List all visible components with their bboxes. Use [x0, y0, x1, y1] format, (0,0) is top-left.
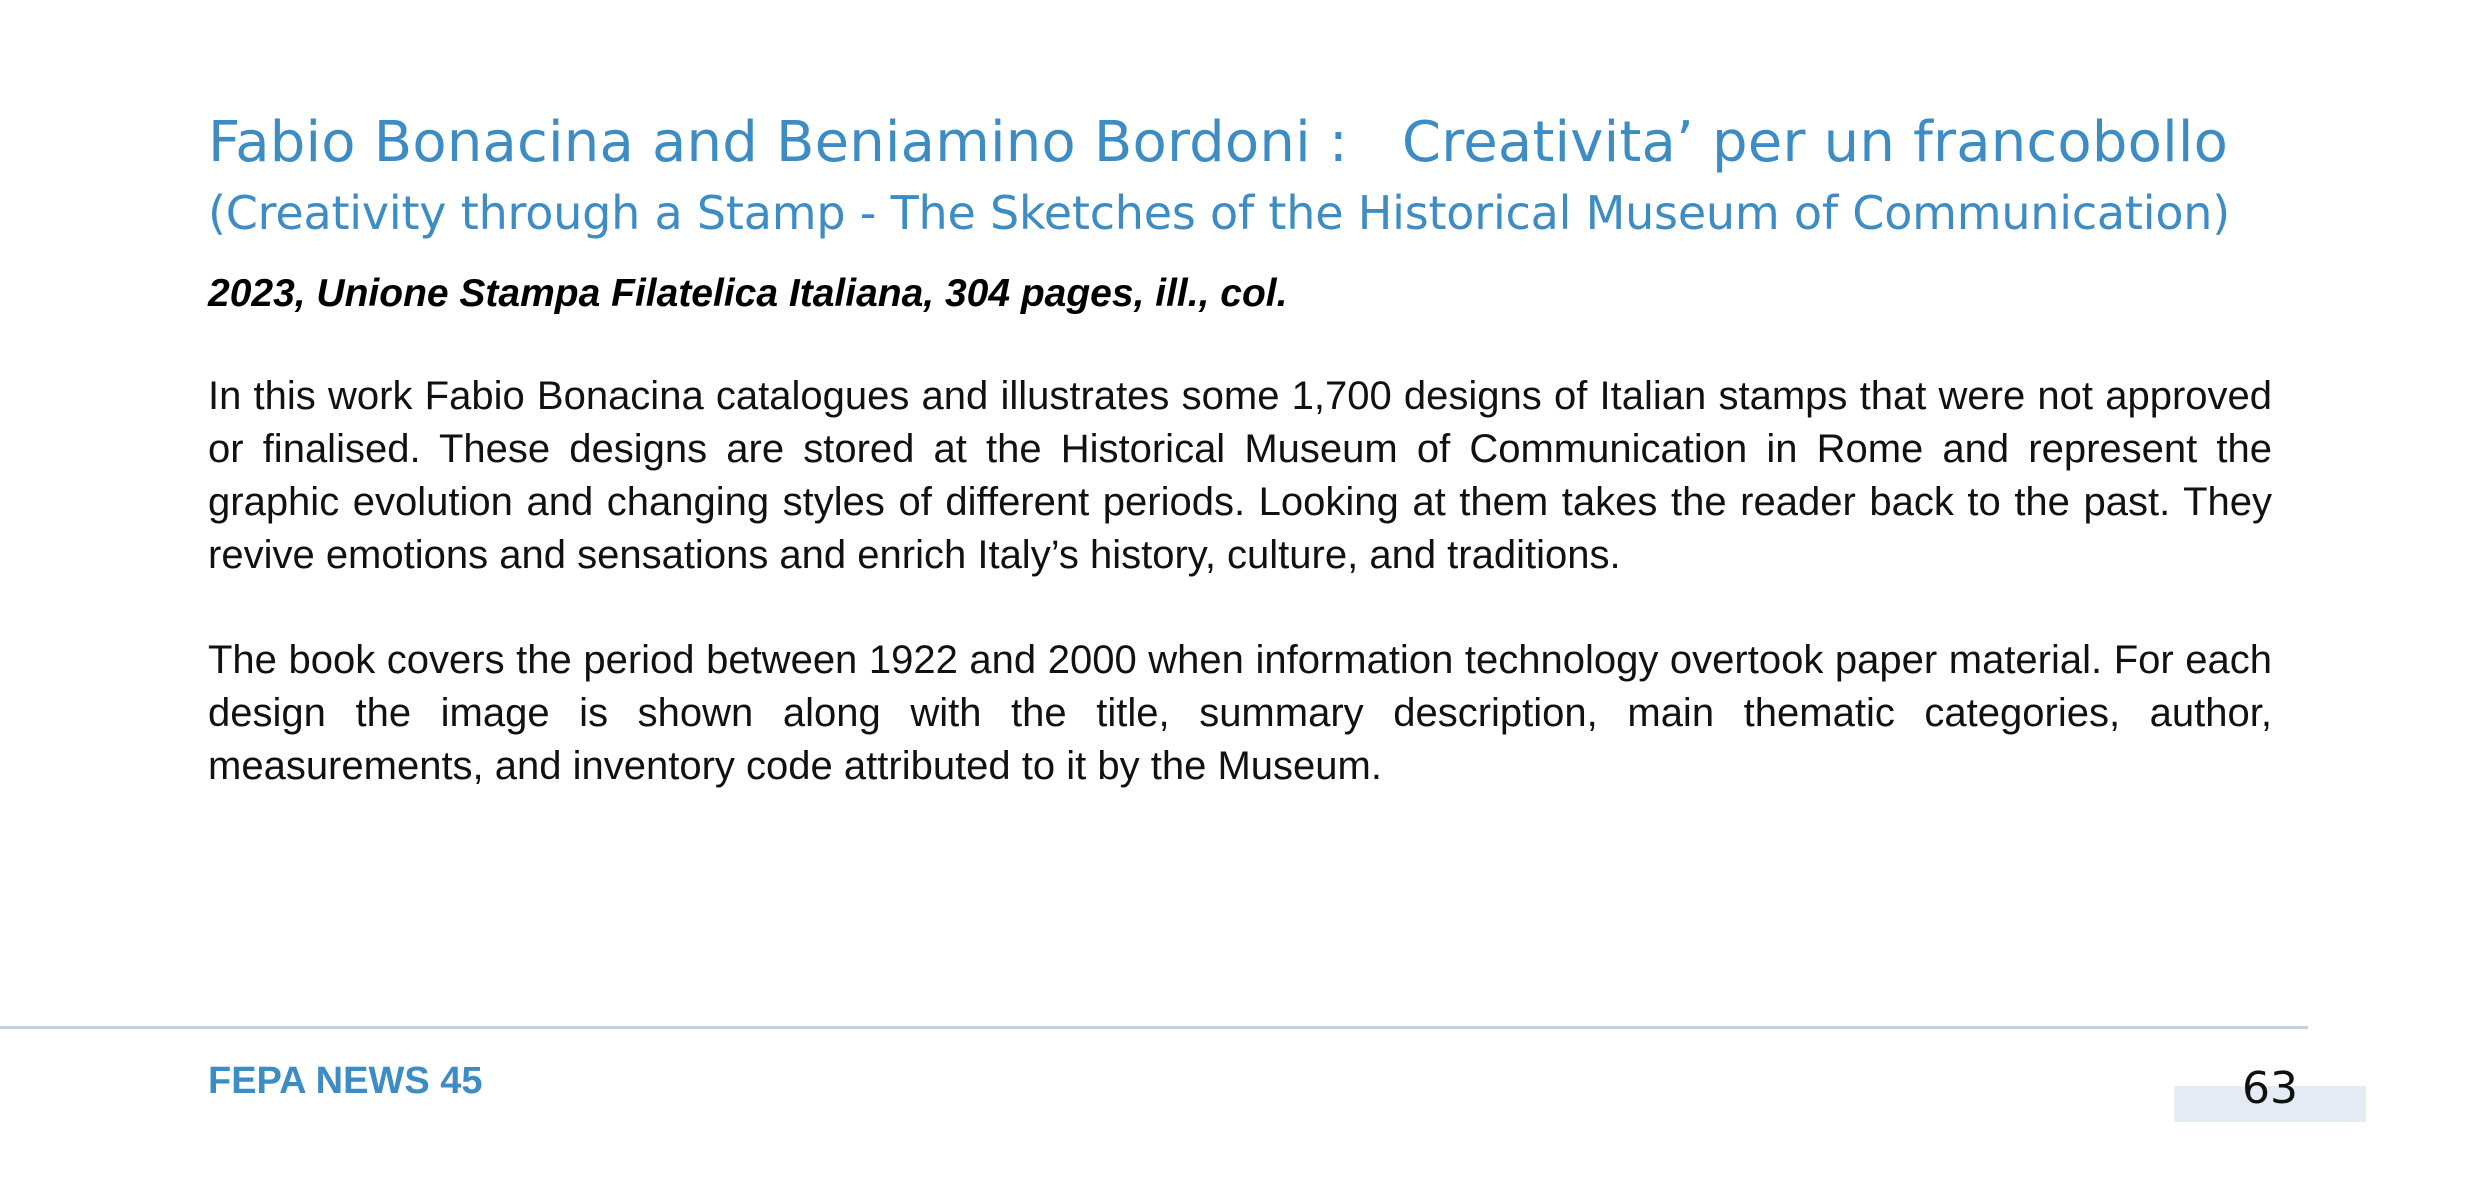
article-subtitle: (Creativity through a Stamp - The Sketches of the Historical Museum of Communication) — [208, 186, 2230, 240]
body-paragraph-2: The book covers the period between 1922 and 2000 when information technology overtook paper material. For each design the image is shown along with the title, summary description, main thematic categories, author, measurements, and inventory code attributed to it by the Museum. — [208, 638, 2272, 788]
footer-divider — [0, 1026, 2308, 1029]
article-title: Fabio Bonacina and Beniamino Bordoni : Creativita’ per un francobollo — [208, 110, 2229, 175]
footer-publication-name: FEPA NEWS 45 — [208, 1060, 483, 1102]
body-paragraph-1: In this work Fabio Bonacina catalogues and illustrates some 1,700 designs of Italian stamps that were not approved or finalised. These designs are stored at the Historical Museum of Communication in Rome and represent the graphic evolution and changing styles of different periods. Looking at them takes the reader back to the past. They revive emotions and sensations and enrich Italy’s history, culture, and traditions. — [208, 374, 2272, 577]
page-number: 63 — [2242, 1063, 2298, 1114]
publication-info: 2023, Unione Stampa Filatelica Italiana, 304 pages, ill., col. — [208, 272, 1288, 315]
